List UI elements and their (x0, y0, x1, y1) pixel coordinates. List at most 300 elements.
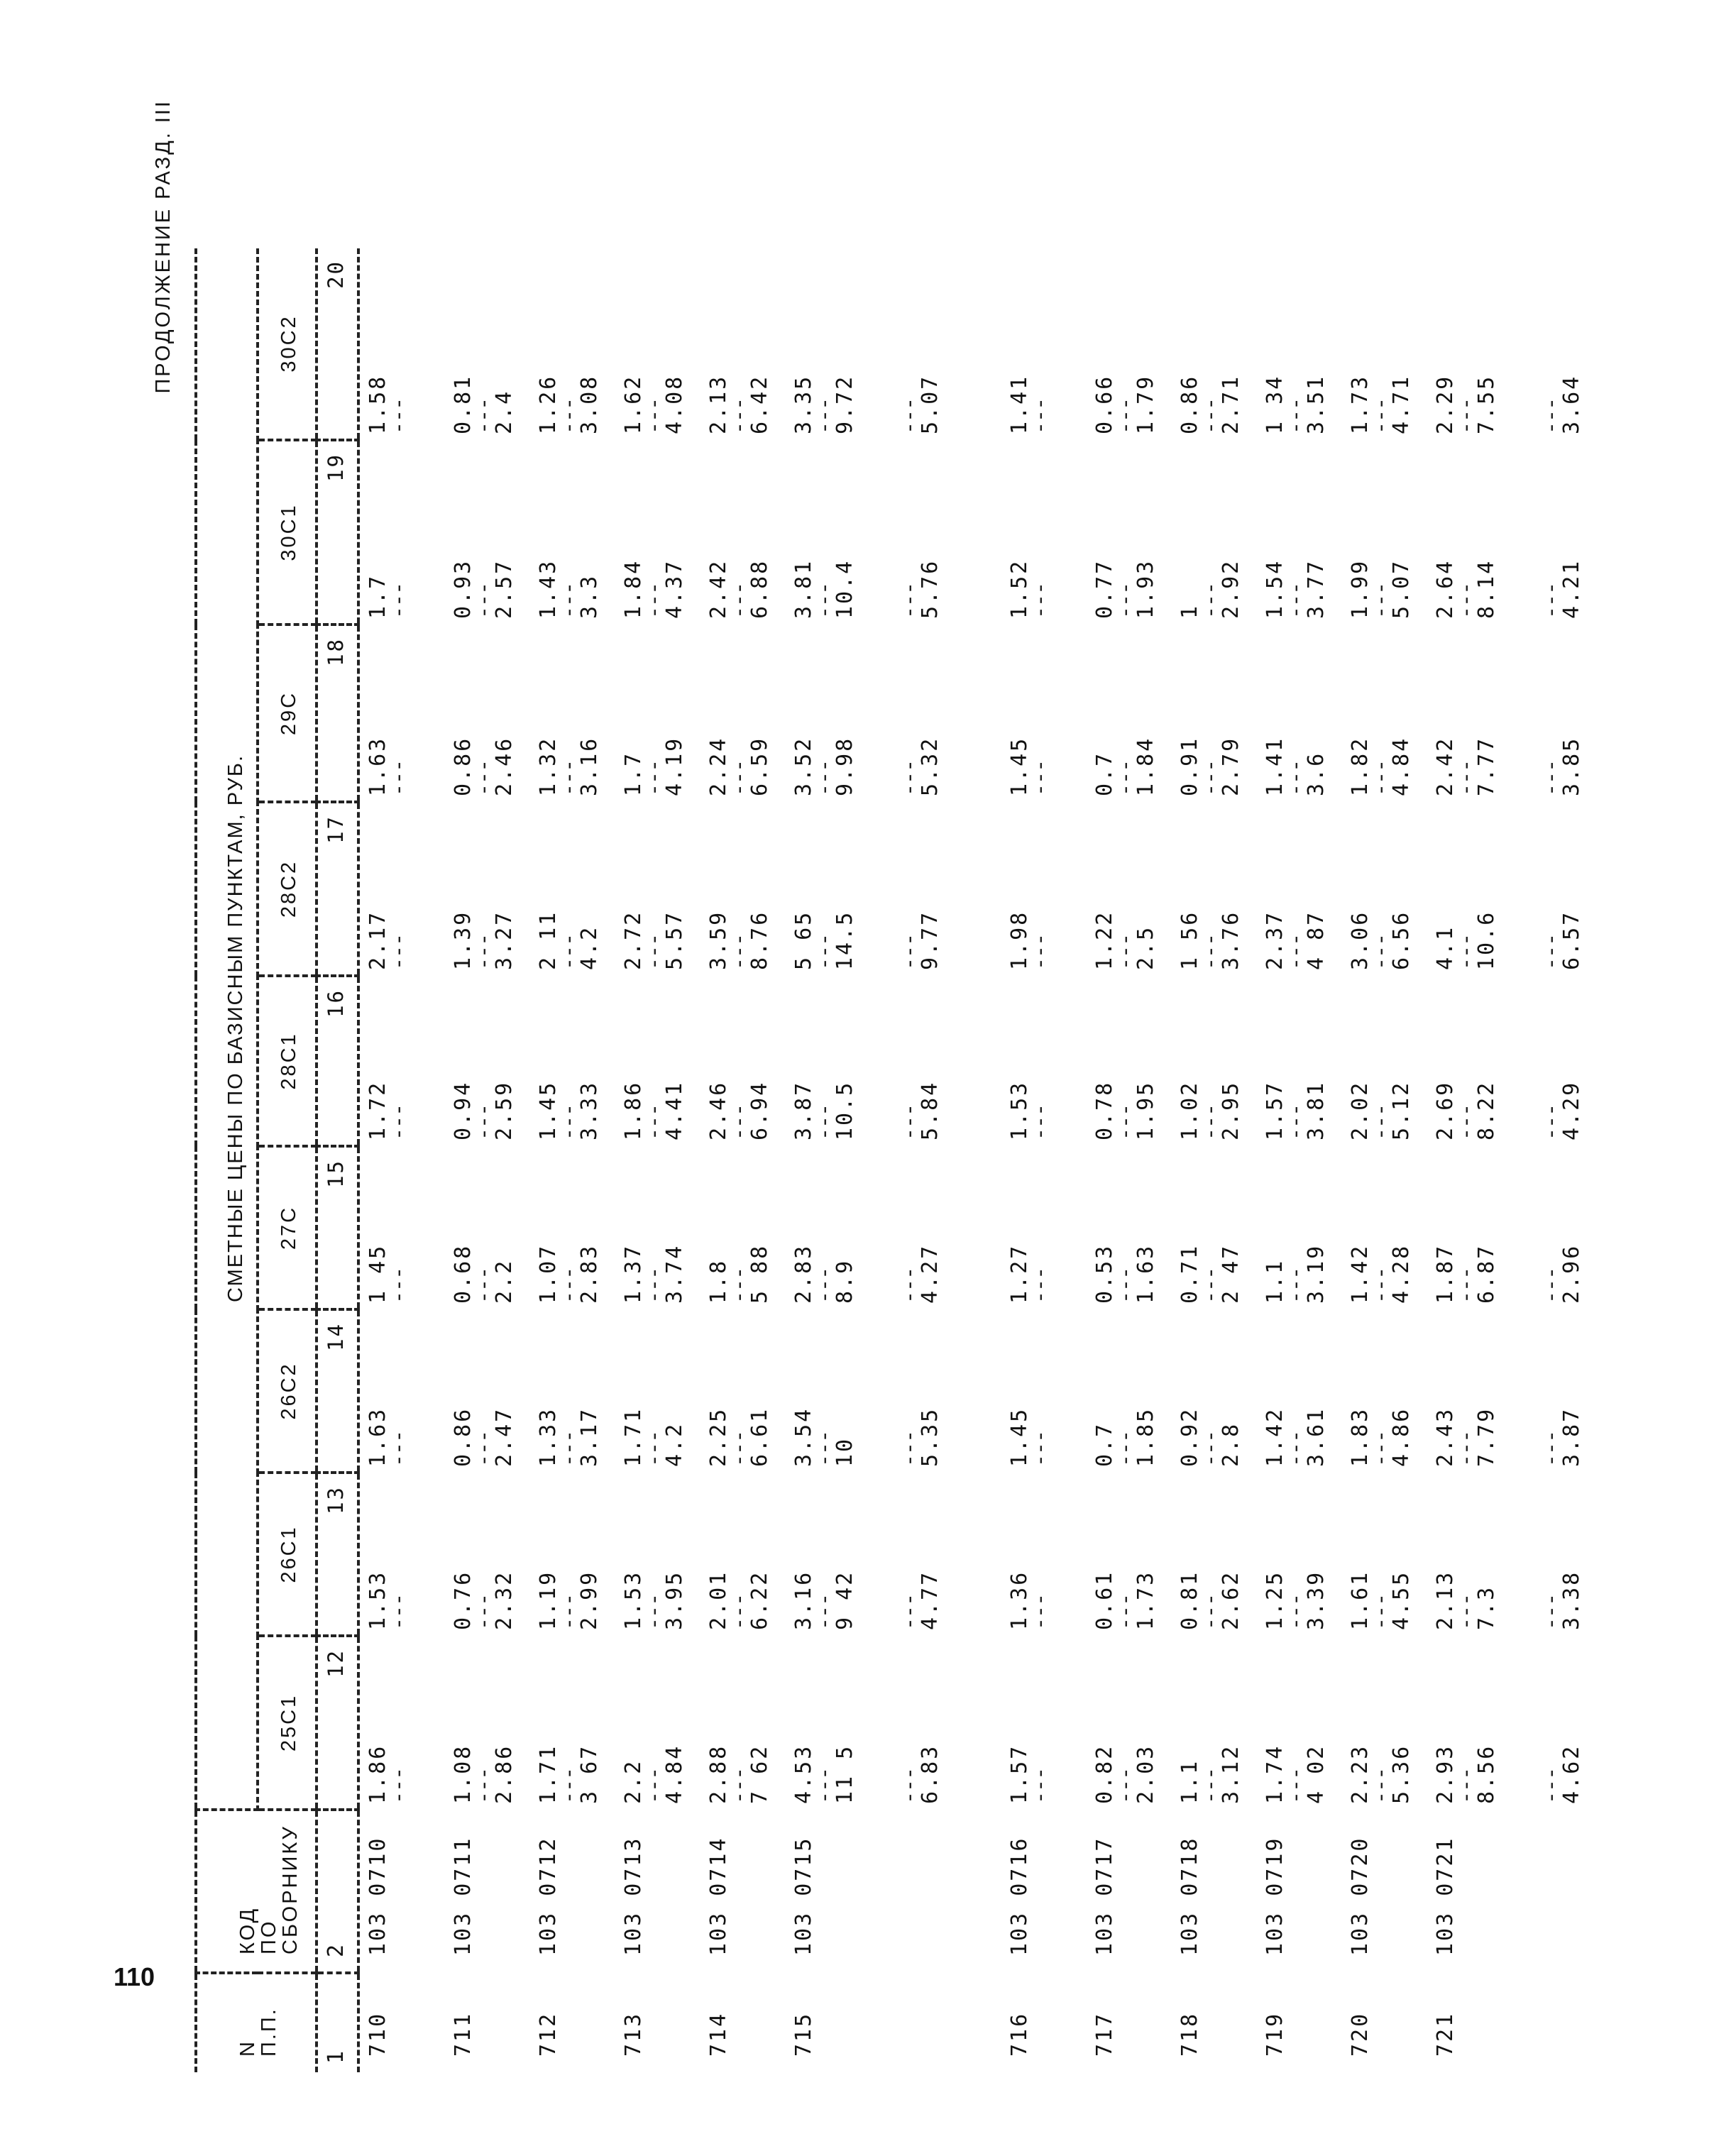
price-value-bottom: 2.83 (577, 1243, 602, 1304)
price-value-top: 2.37 (1263, 910, 1287, 970)
price-value-bottom: 2 47 (1219, 1243, 1243, 1304)
price-cell (445, 248, 530, 440)
price-value-top: 1.54 (1263, 559, 1287, 619)
price-value-top: 1 34 (1263, 374, 1287, 434)
fraction-separator: --- (1454, 1104, 1478, 1140)
price-cell (1001, 1636, 1087, 1810)
price-value-top: 0.86 (1177, 374, 1202, 434)
price-cell (1257, 976, 1342, 1146)
fraction-separator: --- (1539, 1593, 1564, 1630)
price-value-top: 2.13 (706, 374, 731, 434)
price-value-bottom: 6.61 (747, 1407, 772, 1467)
price-cell (1257, 625, 1342, 802)
price-value-bottom: 6.88 (747, 559, 772, 619)
price-value-bottom: 7 62 (747, 1744, 772, 1804)
price-value-bottom: 8.56 (1474, 1744, 1499, 1804)
price-value-top: 0.86 (451, 1407, 476, 1467)
price-value-bottom: 5.84 (918, 1080, 943, 1140)
price-value-top: 1 45 (366, 1243, 390, 1304)
col-code-header-line3: СБОРНИКУ (279, 1825, 302, 1954)
fraction-separator: --- (897, 397, 922, 434)
price-value-bottom: 6.83 (918, 1744, 943, 1804)
price-cell (1001, 1309, 1087, 1473)
price-value-bottom: 14.5 (832, 910, 857, 970)
price-value-bottom: 6.22 (747, 1570, 772, 1630)
price-value-top: 1.98 (1007, 910, 1032, 970)
price-value-bottom: 3.51 (1304, 374, 1329, 434)
price-value-top: 2.88 (706, 1744, 731, 1804)
fraction-separator: --- (727, 1267, 752, 1304)
price-cell (1172, 1146, 1257, 1309)
price-value-top: 1.86 (366, 1744, 390, 1804)
price-value-bottom: 4.84 (662, 1744, 687, 1804)
fraction-separator: --- (897, 933, 922, 970)
fraction-separator: --- (812, 1430, 837, 1467)
price-value-bottom: 3.39 (1304, 1570, 1329, 1630)
price-value-top: 1.63 (366, 736, 390, 796)
price-value-top: 0.94 (451, 1080, 476, 1140)
fraction-separator: --- (1283, 759, 1308, 796)
price-cell (1087, 1309, 1172, 1473)
price-value-bottom: 10.6 (1474, 910, 1499, 970)
table-row (1001, 248, 1087, 2072)
price-column-header: 28С1 (258, 976, 317, 1146)
price-value-top: 0.66 (1092, 374, 1117, 434)
fraction-separator: --- (1283, 397, 1308, 434)
row-code: 103 0711 (451, 1836, 476, 1956)
fraction-separator: --- (1198, 1267, 1223, 1304)
price-value-bottom: 2.79 (1219, 736, 1243, 796)
price-value-bottom: 2.86 (492, 1744, 517, 1804)
row-code: 103 0718 (1177, 1836, 1202, 1956)
price-cell (1172, 625, 1257, 802)
fraction-separator: --- (1113, 759, 1138, 796)
price-value-top: 1.72 (366, 1080, 390, 1140)
price-cell (1257, 1309, 1342, 1473)
fraction-separator: --- (642, 582, 666, 619)
price-cell (358, 1636, 445, 1810)
price-column-header: 25С1 (258, 1636, 317, 1810)
price-cell (358, 625, 445, 802)
fraction-separator: --- (556, 1430, 581, 1467)
fraction-separator: --- (556, 933, 581, 970)
price-cell (358, 1146, 445, 1309)
price-cell (700, 248, 786, 440)
price-value-bottom: 9 42 (832, 1570, 857, 1630)
price-cell (1427, 248, 1512, 440)
price-cell (445, 440, 530, 625)
fraction-separator: --- (1539, 1430, 1564, 1467)
price-value-bottom: 4.86 (1389, 1407, 1414, 1467)
price-value-top: 3.16 (791, 1570, 816, 1630)
price-value-top: 1.71 (536, 1744, 561, 1804)
price-value-top: 2.83 (791, 1243, 816, 1304)
col-code-header-line1: КОД (236, 1906, 259, 1954)
price-value-top: 2.17 (366, 910, 390, 970)
price-cell (871, 976, 956, 1146)
price-cell (1427, 1309, 1512, 1473)
price-value-top: 1.53 (366, 1570, 390, 1630)
fraction-separator: --- (1368, 1267, 1393, 1304)
price-value-top: 1.1 (1177, 1759, 1202, 1804)
price-value-bottom: 2.96 (1559, 1243, 1584, 1304)
fraction-separator: --- (1539, 1267, 1564, 1304)
price-value-top: 1.32 (536, 736, 561, 796)
price-value-bottom: 5.07 (918, 374, 943, 434)
fraction-separator: --- (471, 1267, 496, 1304)
price-value-top: 2.01 (706, 1570, 731, 1630)
fraction-separator: --- (386, 1267, 411, 1304)
fraction-separator: --- (1454, 397, 1478, 434)
fraction-separator: --- (471, 1430, 496, 1467)
fraction-separator: --- (727, 759, 752, 796)
fraction-separator: --- (1028, 582, 1053, 619)
price-value-bottom: 8.14 (1474, 559, 1499, 619)
fraction-separator: --- (1028, 1593, 1053, 1630)
price-value-bottom: 2.03 (1133, 1744, 1158, 1804)
fraction-separator: --- (1368, 1430, 1393, 1467)
price-value-top: 1.02 (1177, 1080, 1202, 1140)
price-cell (1342, 625, 1427, 802)
column-number: 15 (317, 1146, 358, 1309)
fraction-separator: --- (897, 1267, 922, 1304)
price-value-bottom (408, 1473, 431, 1630)
price-value-top: 0.91 (1177, 736, 1202, 796)
price-cell (1512, 248, 1598, 440)
col-code-header (196, 1810, 317, 1973)
fraction-separator: --- (471, 1104, 496, 1140)
fraction-separator: --- (386, 582, 411, 619)
fraction-separator: --- (812, 397, 837, 434)
price-value-top: 2 11 (536, 910, 561, 970)
price-value-top: 1.87 (1433, 1243, 1458, 1304)
price-cell (700, 802, 786, 976)
price-value-top: 3.35 (791, 374, 816, 434)
row-number (1512, 1973, 1598, 2072)
price-value-top: 1.82 (1348, 736, 1373, 796)
row-code: 103 0719 (1263, 1836, 1287, 1956)
column-number: 2 (317, 1810, 358, 1973)
row-code: 103 0715 (791, 1836, 816, 1956)
table-row (615, 248, 700, 2072)
fraction-separator: --- (1113, 582, 1138, 619)
price-cell (445, 976, 530, 1146)
price-value-bottom (1050, 625, 1072, 796)
price-cell (1342, 1636, 1427, 1810)
price-cell (358, 248, 445, 440)
price-value-bottom: 4.41 (662, 1080, 687, 1140)
price-value-top: 1.25 (1263, 1570, 1287, 1630)
column-number: 14 (317, 1309, 358, 1473)
price-value-bottom: 3.19 (1304, 1243, 1329, 1304)
row-code (871, 1810, 956, 1973)
price-column-header: 26С2 (258, 1309, 317, 1473)
price-value-bottom (1050, 1473, 1072, 1630)
price-value-bottom (408, 440, 431, 619)
fraction-separator: --- (1454, 933, 1478, 970)
fraction-separator: --- (1198, 1430, 1223, 1467)
column-number: 17 (317, 802, 358, 976)
price-column-header: 30С2 (258, 248, 317, 440)
price-value-bottom: 4.62 (1559, 1744, 1584, 1804)
price-value-bottom: 2.46 (492, 736, 517, 796)
column-number: 16 (317, 976, 358, 1146)
price-value-bottom: 4.84 (1389, 736, 1414, 796)
price-cell (358, 802, 445, 976)
price-value-top: 1.74 (1263, 1744, 1287, 1804)
price-cell (1512, 802, 1598, 976)
price-value-bottom: 7.3 (1474, 1585, 1499, 1630)
price-cell (358, 976, 445, 1146)
table-row (530, 248, 615, 2072)
price-value-bottom: 10.5 (832, 1080, 857, 1140)
fraction-separator: --- (1028, 759, 1053, 796)
price-cell (871, 625, 956, 802)
price-value-bottom (1050, 1146, 1072, 1304)
price-cell (615, 976, 700, 1146)
fraction-separator: --- (812, 1267, 837, 1304)
price-value-bottom: 2.5 (1133, 925, 1158, 970)
price-cell (1512, 625, 1598, 802)
row-number: 713 (621, 2011, 646, 2057)
column-number: 18 (317, 625, 358, 802)
price-value-top: 1.07 (536, 1243, 561, 1304)
price-value-bottom: 5.32 (918, 736, 943, 796)
price-cell (615, 440, 700, 625)
price-table (194, 248, 1598, 2072)
price-value-bottom: 6.59 (747, 736, 772, 796)
price-cell (1257, 1146, 1342, 1309)
price-value-top: 1.45 (536, 1080, 561, 1140)
price-value-top: 0.71 (1177, 1243, 1202, 1304)
fraction-separator: --- (812, 1593, 837, 1630)
price-value-top: 1.39 (451, 910, 476, 970)
price-cell (1001, 976, 1087, 1146)
fraction-separator: --- (1368, 1767, 1393, 1804)
fraction-separator: --- (556, 1104, 581, 1140)
price-value-top: 1.57 (1263, 1080, 1287, 1140)
price-value-bottom (408, 248, 431, 434)
fraction-separator: --- (1539, 759, 1564, 796)
fraction-separator: --- (812, 1104, 837, 1140)
price-value-top: 1.83 (1348, 1407, 1373, 1467)
price-value-top: 1.86 (621, 1080, 646, 1140)
price-value-top: 2.02 (1348, 1080, 1373, 1140)
price-value-bottom: 4.27 (918, 1243, 943, 1304)
fraction-separator: --- (471, 933, 496, 970)
price-value-top: 3.59 (706, 910, 731, 970)
price-value-bottom: 3.95 (662, 1570, 687, 1630)
table-row (1512, 248, 1598, 2072)
price-value-bottom: 3.6 (1304, 751, 1329, 796)
price-cell (1342, 1309, 1427, 1473)
fraction-separator: --- (1454, 582, 1478, 619)
price-cell (1427, 976, 1512, 1146)
price-cell (358, 1473, 445, 1636)
row-number: 710 (366, 2011, 390, 2057)
fraction-separator: --- (897, 1104, 922, 1140)
row-code: 103 0712 (536, 1836, 561, 1956)
price-cell (1342, 802, 1427, 976)
row-code: 103 0717 (1092, 1836, 1117, 1956)
price-cell (871, 802, 956, 976)
fraction-separator: --- (727, 1593, 752, 1630)
price-value-bottom: 8.76 (747, 910, 772, 970)
price-column-header: 29С (258, 625, 317, 802)
price-value-bottom: 3.16 (577, 736, 602, 796)
row-number: 721 (1433, 2011, 1458, 2057)
price-value-top: 2.43 (1433, 1407, 1458, 1467)
price-value-top: 1.45 (1007, 736, 1032, 796)
price-cell (1427, 802, 1512, 976)
price-cell (530, 1309, 615, 1473)
price-cell (1342, 248, 1427, 440)
price-cell (1172, 1473, 1257, 1636)
price-cell (1172, 1636, 1257, 1810)
price-value-bottom (1050, 976, 1072, 1140)
price-cell (1257, 248, 1342, 440)
price-cell (786, 1636, 871, 1810)
col-n-header-line1: N (236, 2040, 259, 2057)
fraction-separator: --- (1539, 933, 1564, 970)
price-value-top: 1.57 (1007, 1744, 1032, 1804)
price-value-bottom (408, 625, 431, 796)
price-value-bottom: 4.37 (662, 559, 687, 619)
price-cell (871, 1146, 956, 1309)
page-number: 110 (114, 1962, 155, 1991)
price-cell (1172, 248, 1257, 440)
fraction-separator: --- (556, 582, 581, 619)
fraction-separator: --- (556, 1593, 581, 1630)
price-cell (700, 1636, 786, 1810)
price-cell (615, 1636, 700, 1810)
price-value-top: 1.84 (621, 559, 646, 619)
price-cell (1087, 976, 1172, 1146)
price-cell (1512, 1146, 1598, 1309)
price-value-bottom: 7.55 (1474, 374, 1499, 434)
fraction-separator: --- (1198, 1593, 1223, 1630)
fraction-separator: --- (1368, 1593, 1393, 1630)
price-value-top: 1.26 (536, 374, 561, 434)
table-row (1427, 248, 1512, 2072)
price-value-bottom: 10.4 (832, 559, 857, 619)
fraction-separator: --- (556, 1767, 581, 1804)
price-cell (1512, 1473, 1598, 1636)
fraction-separator: --- (1028, 1767, 1053, 1804)
col-code-header-line2: ПО (258, 1919, 280, 1954)
price-value-bottom: 4.21 (1559, 559, 1584, 619)
fraction-separator: --- (386, 759, 411, 796)
table-row (1342, 248, 1427, 2072)
price-value-bottom: 2.62 (1219, 1570, 1243, 1630)
price-cell (786, 1309, 871, 1473)
fraction-separator: --- (1283, 1767, 1308, 1804)
price-value-bottom: 4 02 (1304, 1744, 1329, 1804)
price-cell (530, 1636, 615, 1810)
price-value-bottom: 7.79 (1474, 1407, 1499, 1467)
price-value-bottom: 5 88 (747, 1243, 772, 1304)
price-value-bottom: 8.9 (832, 1258, 857, 1304)
price-value-top: 0.77 (1092, 559, 1117, 619)
price-cell (1257, 440, 1342, 625)
price-value-bottom: 3.64 (1559, 374, 1584, 434)
price-value-top: 1.45 (1007, 1407, 1032, 1467)
table-row (1257, 248, 1342, 2072)
price-value-top: 1.27 (1007, 1243, 1032, 1304)
price-value-top: 1.19 (536, 1570, 561, 1630)
price-value-top: 0.86 (451, 736, 476, 796)
table-row (445, 248, 530, 2072)
price-value-bottom: 4.08 (662, 374, 687, 434)
fraction-separator: --- (1198, 1104, 1223, 1140)
fraction-separator: --- (1198, 933, 1223, 970)
price-cell (1342, 440, 1427, 625)
price-cell (1257, 1636, 1342, 1810)
table-row (1087, 248, 1172, 2072)
price-cell (1087, 1146, 1172, 1309)
price-cell (530, 976, 615, 1146)
price-value-bottom (408, 976, 431, 1140)
fraction-separator: --- (471, 397, 496, 434)
price-cell (1342, 1473, 1427, 1636)
price-value-bottom: 3.85 (1559, 736, 1584, 796)
fraction-separator: --- (1368, 759, 1393, 796)
fraction-separator: --- (386, 933, 411, 970)
price-value-top: 2.42 (1433, 736, 1458, 796)
fraction-separator: --- (897, 1767, 922, 1804)
price-cell (1342, 976, 1427, 1146)
fraction-separator: --- (1539, 1104, 1564, 1140)
fraction-separator: --- (1113, 1593, 1138, 1630)
fraction-separator: --- (386, 1767, 411, 1804)
price-value-bottom: 9.98 (832, 736, 857, 796)
price-value-bottom: 2.95 (1219, 1080, 1243, 1140)
row-number: 716 (1007, 2011, 1032, 2057)
fraction-separator: --- (1113, 397, 1138, 434)
fraction-separator: --- (727, 397, 752, 434)
price-value-bottom (408, 1309, 431, 1467)
price-value-top: 1.42 (1263, 1407, 1287, 1467)
fraction-separator: --- (1283, 582, 1308, 619)
price-cell (615, 248, 700, 440)
price-value-bottom (1050, 802, 1072, 970)
price-value-top: 0.7 (1092, 1421, 1117, 1467)
price-value-top: 1.71 (621, 1407, 646, 1467)
fraction-separator: --- (1283, 1593, 1308, 1630)
fraction-separator: --- (1198, 582, 1223, 619)
fraction-separator: --- (1454, 1430, 1478, 1467)
price-value-top: 1.53 (621, 1570, 646, 1630)
price-cell (786, 976, 871, 1146)
fraction-separator: --- (642, 397, 666, 434)
price-cell (871, 1473, 956, 1636)
column-number: 19 (317, 440, 358, 625)
group-header: СМЕТНЫЕ ЦЕНЫ ПО БАЗИСНЫМ ПУНКТАМ, РУБ. (196, 248, 258, 1810)
fraction-separator: --- (727, 1767, 752, 1804)
price-cell (1172, 440, 1257, 625)
price-cell (615, 802, 700, 976)
fraction-separator: --- (812, 1767, 837, 1804)
price-cell (1087, 248, 1172, 440)
price-value-top: 2.29 (1433, 374, 1458, 434)
price-value-top: 0.61 (1092, 1570, 1117, 1630)
price-value-bottom: 5.76 (918, 559, 943, 619)
price-cell (1087, 625, 1172, 802)
price-cell (1172, 976, 1257, 1146)
price-cell (700, 625, 786, 802)
price-value-bottom (1050, 1309, 1072, 1467)
price-value-top: 1.33 (536, 1407, 561, 1467)
